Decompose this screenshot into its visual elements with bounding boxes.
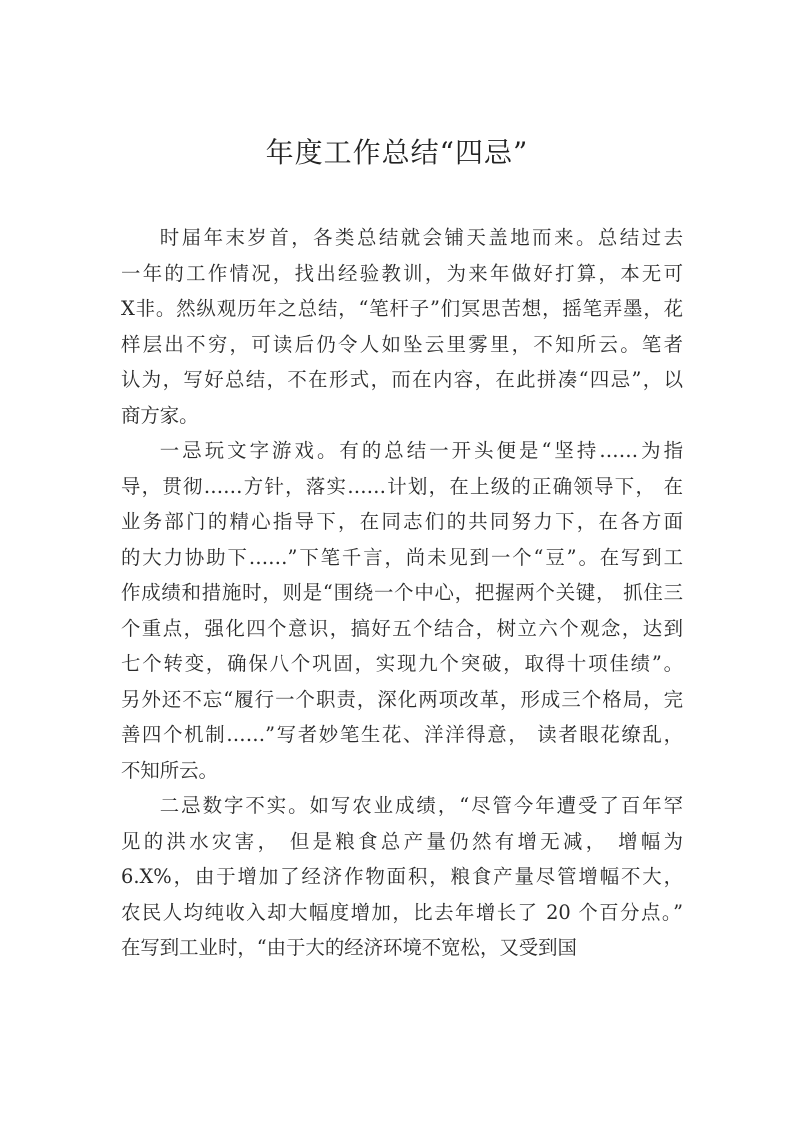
text-line: X非。然纵观历年之总结，“笔杆子”们冥思苦想，摇笔弄墨，花 [121,297,683,320]
paragraph-3 [121,788,683,966]
text-line: 一年的工作情况，找出经验教训，为来年做好打算，本无可 [121,261,683,285]
text-line: 商方家。 [121,403,199,427]
text-line: 不知所云。 [121,758,218,782]
document-title: 年度工作总结“四忌” [265,136,529,169]
text-line: 另外还不忘“履行一个职责，深化两项改革，形成三个格局，完 [121,687,683,711]
text-line: 在写到工业时，“由于大的经济环境不宽松，又受到国 [121,936,577,959]
text-line: 业务部门的精心指导下，在同志们的共同努力下，在各方面 [121,510,683,533]
text-line: 个重点，强化四个意识，搞好五个结合，树立六个观念，达到 [121,616,683,640]
paragraph-2 [121,433,683,788]
text-line: 一忌玩文字游戏。有的总结一开头便是“坚持……为指 [159,439,683,462]
document-body [121,220,683,966]
paragraph-1 [121,220,683,433]
text-line: 的大力协助下……”下笔千言，尚未见到一个“豆”。在写到工 [121,545,683,569]
text-line: 见的洪水灾害， 但是粮食总产量仍然有增无减， 增幅为 [121,829,683,853]
text-line: 善四个机制……”写者妙笔生花、洋洋得意， 读者眼花缭乱， [121,723,683,746]
text-line: 二忌数字不实。如写农业成绩，“尽管今年遭受了百年罕 [159,794,683,817]
text-line: 作成绩和措施时，则是“围绕一个中心，把握两个关键， 抓住三 [121,581,683,604]
text-line: 导，贯彻……方针，落实……计划，在上级的正确领导下， 在 [121,474,683,498]
text-line: 认为，写好总结，不在形式，而在内容，在此拼凑“四忌”，以 [121,368,683,391]
text-line: 农民人均纯收入却大幅度增加，比去年增长了 20 个百分点。” [121,900,683,924]
text-line: 样层出不穷，可读后仍令人如坠云里雾里，不知所云。笔者 [121,332,683,356]
text-line: 七个转变，确保八个巩固，实现九个突破，取得十项佳绩”。 [121,652,683,675]
text-line: 时届年末岁首，各类总结就会铺天盖地而来。总结过去 [159,226,683,249]
text-line: 6.X%，由于增加了经济作物面积，粮食产量尽管增幅不大， [121,865,683,888]
